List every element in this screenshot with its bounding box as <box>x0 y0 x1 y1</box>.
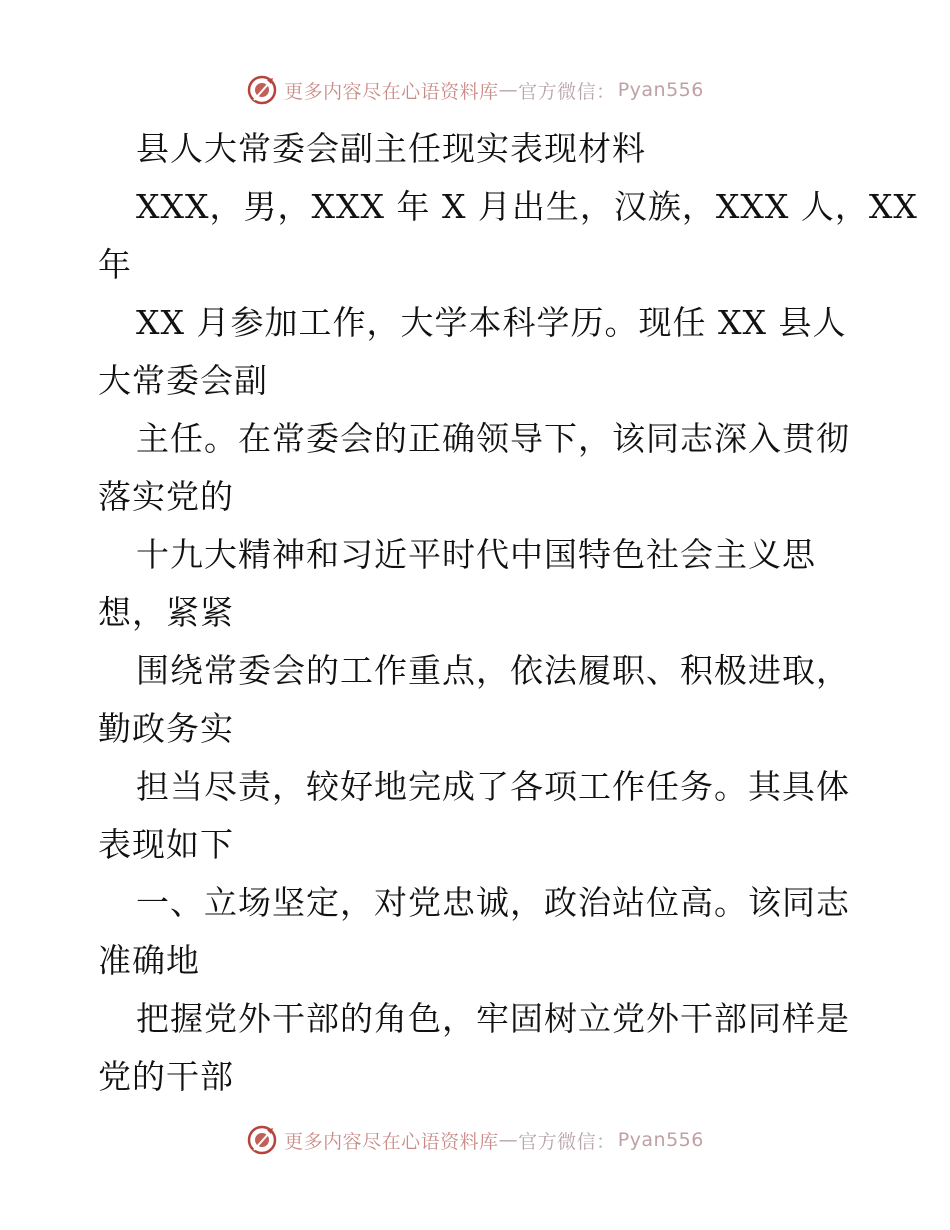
banner-site-text: 更多内容尽在心语资料库 <box>284 1130 499 1153</box>
text-line: 主任。在常委会的正确领导下，该同志深入贯彻 <box>136 419 850 458</box>
text-line: 把握党外干部的角色，牢固树立党外干部同样是 <box>136 999 850 1038</box>
seal-logo-icon <box>246 74 278 106</box>
banner-separator: — <box>498 79 519 101</box>
header-watermark-banner <box>0 70 950 110</box>
banner-separator: — <box>498 1129 519 1151</box>
text-line: 想，紧紧 <box>98 593 234 632</box>
text-line: 党的干部 <box>98 1057 234 1096</box>
text-line: 表现如下 <box>98 825 234 864</box>
document-body <box>98 120 918 1106</box>
text-line: 担当尽责，较好地完成了各项工作任务。其具体 <box>136 767 850 806</box>
text-line: 大常委会副 <box>98 361 268 400</box>
text-line: 勤政务实 <box>98 709 234 748</box>
section-heading-line: 一、立场坚定，对党忠诚，政治站位高。该同志 <box>136 883 850 922</box>
text-line: 十九大精神和习近平时代中国特色社会主义思 <box>136 535 816 574</box>
banner-wechat-label: 官方微信： <box>518 80 616 103</box>
document-title: 县人大常委会副主任现实表现材料 <box>136 129 646 168</box>
text-line: 围绕常委会的工作重点，依法履职、积极进取， <box>136 651 850 690</box>
footer-watermark-banner <box>0 1120 950 1160</box>
seal-logo-icon <box>246 1124 278 1156</box>
text-line: XXX，男，XXX 年 X 月出生，汉族，XXX 人，XX <box>136 187 918 226</box>
banner-wechat-account: Pyan556 <box>617 1129 704 1151</box>
banner-wechat-label: 官方微信： <box>518 1130 616 1153</box>
text-line: XX 月参加工作，大学本科学历。现任 XX 县人 <box>136 303 847 342</box>
banner-site-text: 更多内容尽在心语资料库 <box>284 80 499 103</box>
text-line: 准确地 <box>98 941 200 980</box>
banner-wechat-account: Pyan556 <box>617 79 704 101</box>
text-line: 落实党的 <box>98 477 234 516</box>
text-line: 年 <box>98 245 132 284</box>
